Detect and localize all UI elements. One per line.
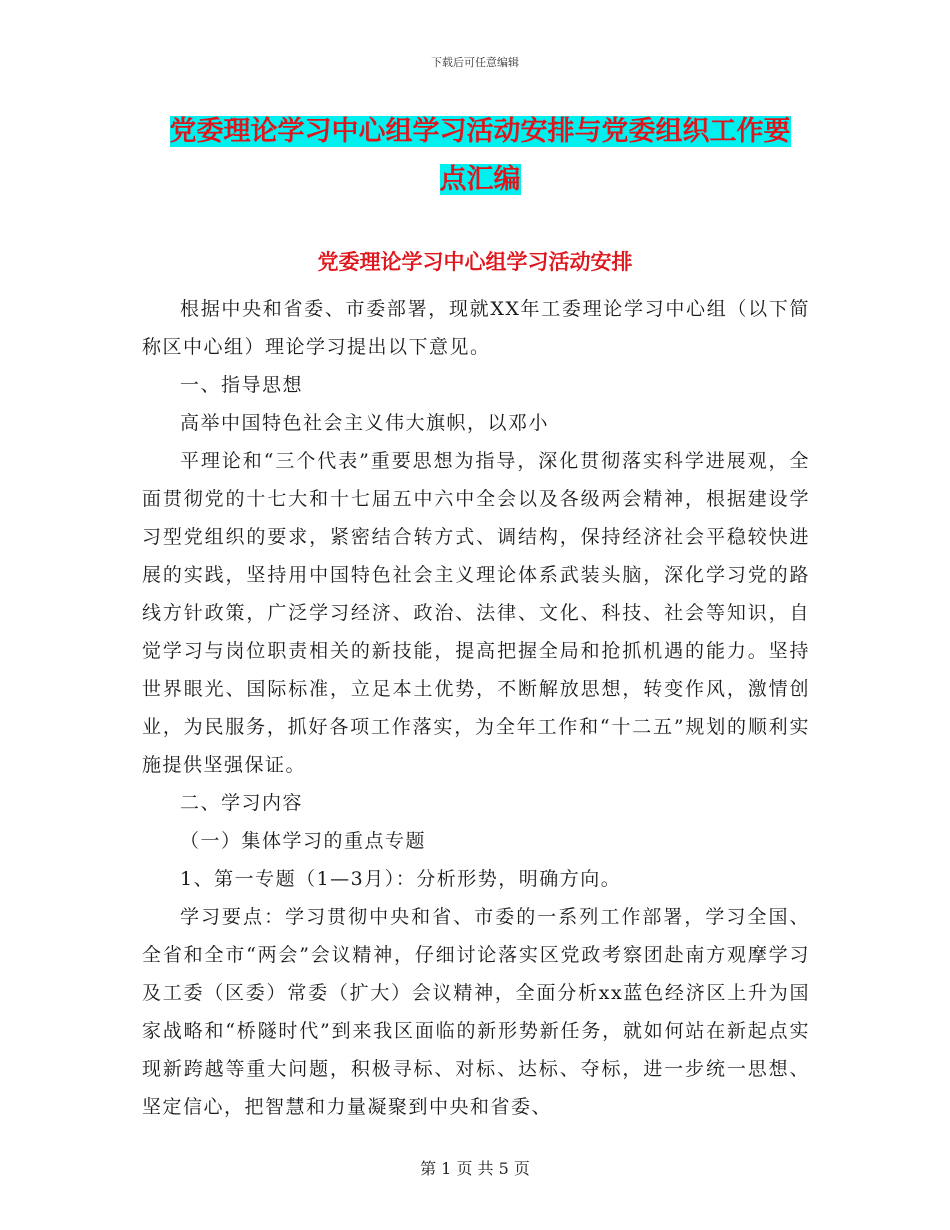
paragraph-guiding-start: 高举中国特色社会主义伟大旗帜，以邓小 bbox=[180, 412, 550, 434]
heading-study-content: 二、学习内容 bbox=[180, 792, 304, 814]
paragraph-study-points: 学习要点：学习贯彻中央和省、市委的一系列工作部署，学习全国、全省和全市“两会”会议精神，仔细讨论落实区党政考察团赴南方观摩学习及工委（区委）常委（扩大）会议精神，全面分析xx蓝色经济区上升为国家战略和“桥隧时代”到来我区面临的新形势新任务，就如何站在新起点实现新跨越等重大问题，积极寻标、对标、达标、夺标，进一步统一思想、坚定信心，把智慧和力量凝聚到中央和省委、 bbox=[142, 906, 810, 1118]
page-header-note: 下载后可任意编辑 bbox=[431, 56, 519, 69]
paragraph-intro: 根据中央和省委、市委部署，现就XX年工委理论学习中心组（以下简称区中心组）理论学习提出以下意见。 bbox=[142, 298, 810, 358]
section-title: 党委理论学习中心组学习活动安排 bbox=[317, 249, 633, 274]
document-title-line1: 党委理论学习中心组学习活动安排与党委组织工作要 bbox=[169, 116, 791, 147]
heading-collective-study: （一）集体学习的重点专题 bbox=[180, 830, 427, 852]
heading-guiding-ideology: 一、指导思想 bbox=[180, 374, 304, 396]
paragraph-guiding-body: 平理论和“三个代表”重要思想为指导，深化贯彻落实科学进展观，全面贯彻党的十七大和十七届五中六中全会以及各级两会精神，根据建设学习型党组织的要求，紧密结合转方式、调结构，保持经济社会平稳较快进展的实践，坚持用中国特色社会主义理论体系武装头脑，深化学习党的路线方针政策，广泛学习经济、政治、法律、文化、科技、社会等知识，自觉学习与岗位职责相关的新技能，提高把握全局和抢抓机遇的能力。坚持世界眼光、国际标准，立足本土优势，不断解放思想，转变作风，激情创业，为民服务，抓好各项工作落实，为全年工作和“十二五”规划的顺利实施提供坚强保证。 bbox=[142, 450, 810, 776]
page-number: 第 1 页 共 5 页 bbox=[420, 1159, 530, 1178]
heading-topic-1: 1、第一专题（1—3月）：分析形势，明确方向。 bbox=[180, 868, 622, 890]
document-title bbox=[140, 108, 820, 204]
document-title-line2: 点汇编 bbox=[439, 164, 521, 195]
document-body bbox=[142, 290, 810, 1126]
